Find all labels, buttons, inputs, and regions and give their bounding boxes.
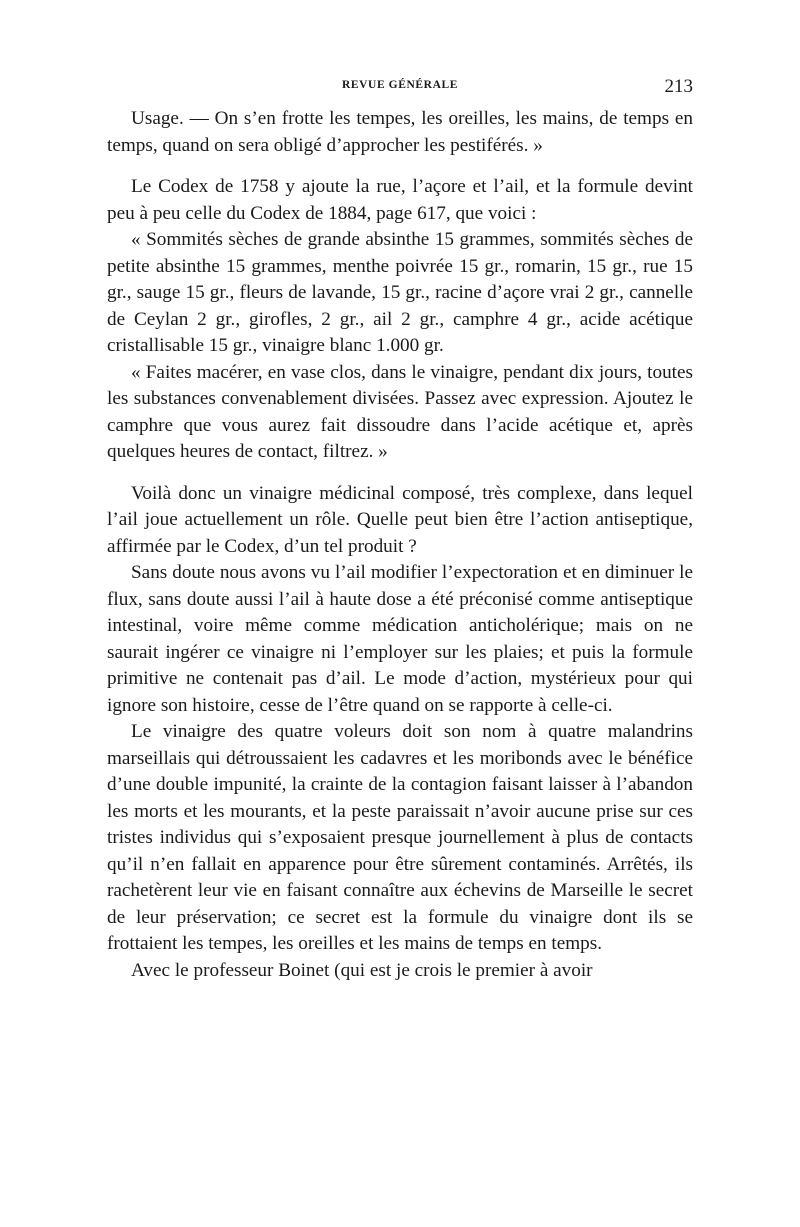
paragraph-usage: Usage. — On s’en frotte les tempes, les oreilles, les mains, de temps en temps, quand on sera obligé d’approcher les pestiférés. » — [107, 108, 693, 156]
paragraph-codex-1758: Le Codex de 1758 y ajoute la rue, l’açore et l’ail, et la formule devint peu à peu celle du Codex de 1884, page 617, que voici : — [107, 176, 693, 224]
page-number: 213 — [664, 76, 693, 97]
paragraph-formula-ingredients: « Sommités sèches de grande absinthe 15 grammes, sommités sèches de petite absinthe 15 grammes, menthe poivrée 15 gr., romarin, 15 gr., rue 15 gr., sauge 15 gr., fleurs de lavande, 15 gr., racine d’açore vrai 2 gr., cannelle de Ceylan 2 gr., girofles, 2 gr., ail 2 gr., camphre 4 gr., acide acétique cristallisable 15 gr., vinaigre blanc 1.000 gr. — [107, 229, 693, 356]
paragraph-boinet: Avec le professeur Boinet (qui est je crois le premier à avoir — [131, 959, 593, 981]
paragraph-quatre-voleurs: Le vinaigre des quatre voleurs doit son nom à quatre malandrins marseillais qui détroussaient les cadavres et les moribonds avec le bénéfice d’une double impunité, la crainte de la contagion faisant laisser à l’abandon les morts et les mourants, et la peste paraissait n’avoir aucune prise sur ces tristes individus qui s’exposaient presque journellement à plus de contacts qu’il n’en fallait en apparence pour être sûrement contaminés. Arrêtés, ils rachetèrent leur vie en faisant connaître aux échevins de Marseille le secret de leur préservation; ce secret est la formule du vinaigre dont ils se frottaient les tempes, les oreilles et les mains de temps en temps. — [107, 721, 693, 954]
paragraph-vinaigre-medicinal: Voilà donc un vinaigre médicinal composé, très complexe, dans lequel l’ail joue actuellement un rôle. Quelle peut bien être l’action antiseptique, affirmée par le Codex, d’un tel produit ? — [107, 482, 693, 557]
running-header — [107, 76, 693, 98]
running-title: REVUE GÉNÉRALE — [341, 79, 459, 91]
paragraph-action-ail: Sans doute nous avons vu l’ail modifier l’expectoration et en diminuer le flux, sans doute aussi l’ail à haute dose a été préconisé comme antiseptique intestinal, voire même comme médication anticholérique; mais on ne saurait ingérer ce vinaigre ni l’employer sur les plaies; et puis la formule primitive ne contenait pas d’ail. Le mode d’action, mystérieux pour qui ignore son histoire, cesse de l’être quand on se rapporte à celle-ci. — [107, 562, 693, 716]
book-page — [107, 76, 693, 984]
paragraph-formula-method: « Faites macérer, en vase clos, dans le vinaigre, pendant dix jours, toutes les substances convenablement divisées. Passez avec expression. Ajoutez le camphre que vous aurez fait dissoudre dans l’acide acétique et, après quelques heures de contact, filtrez. » — [107, 361, 693, 462]
